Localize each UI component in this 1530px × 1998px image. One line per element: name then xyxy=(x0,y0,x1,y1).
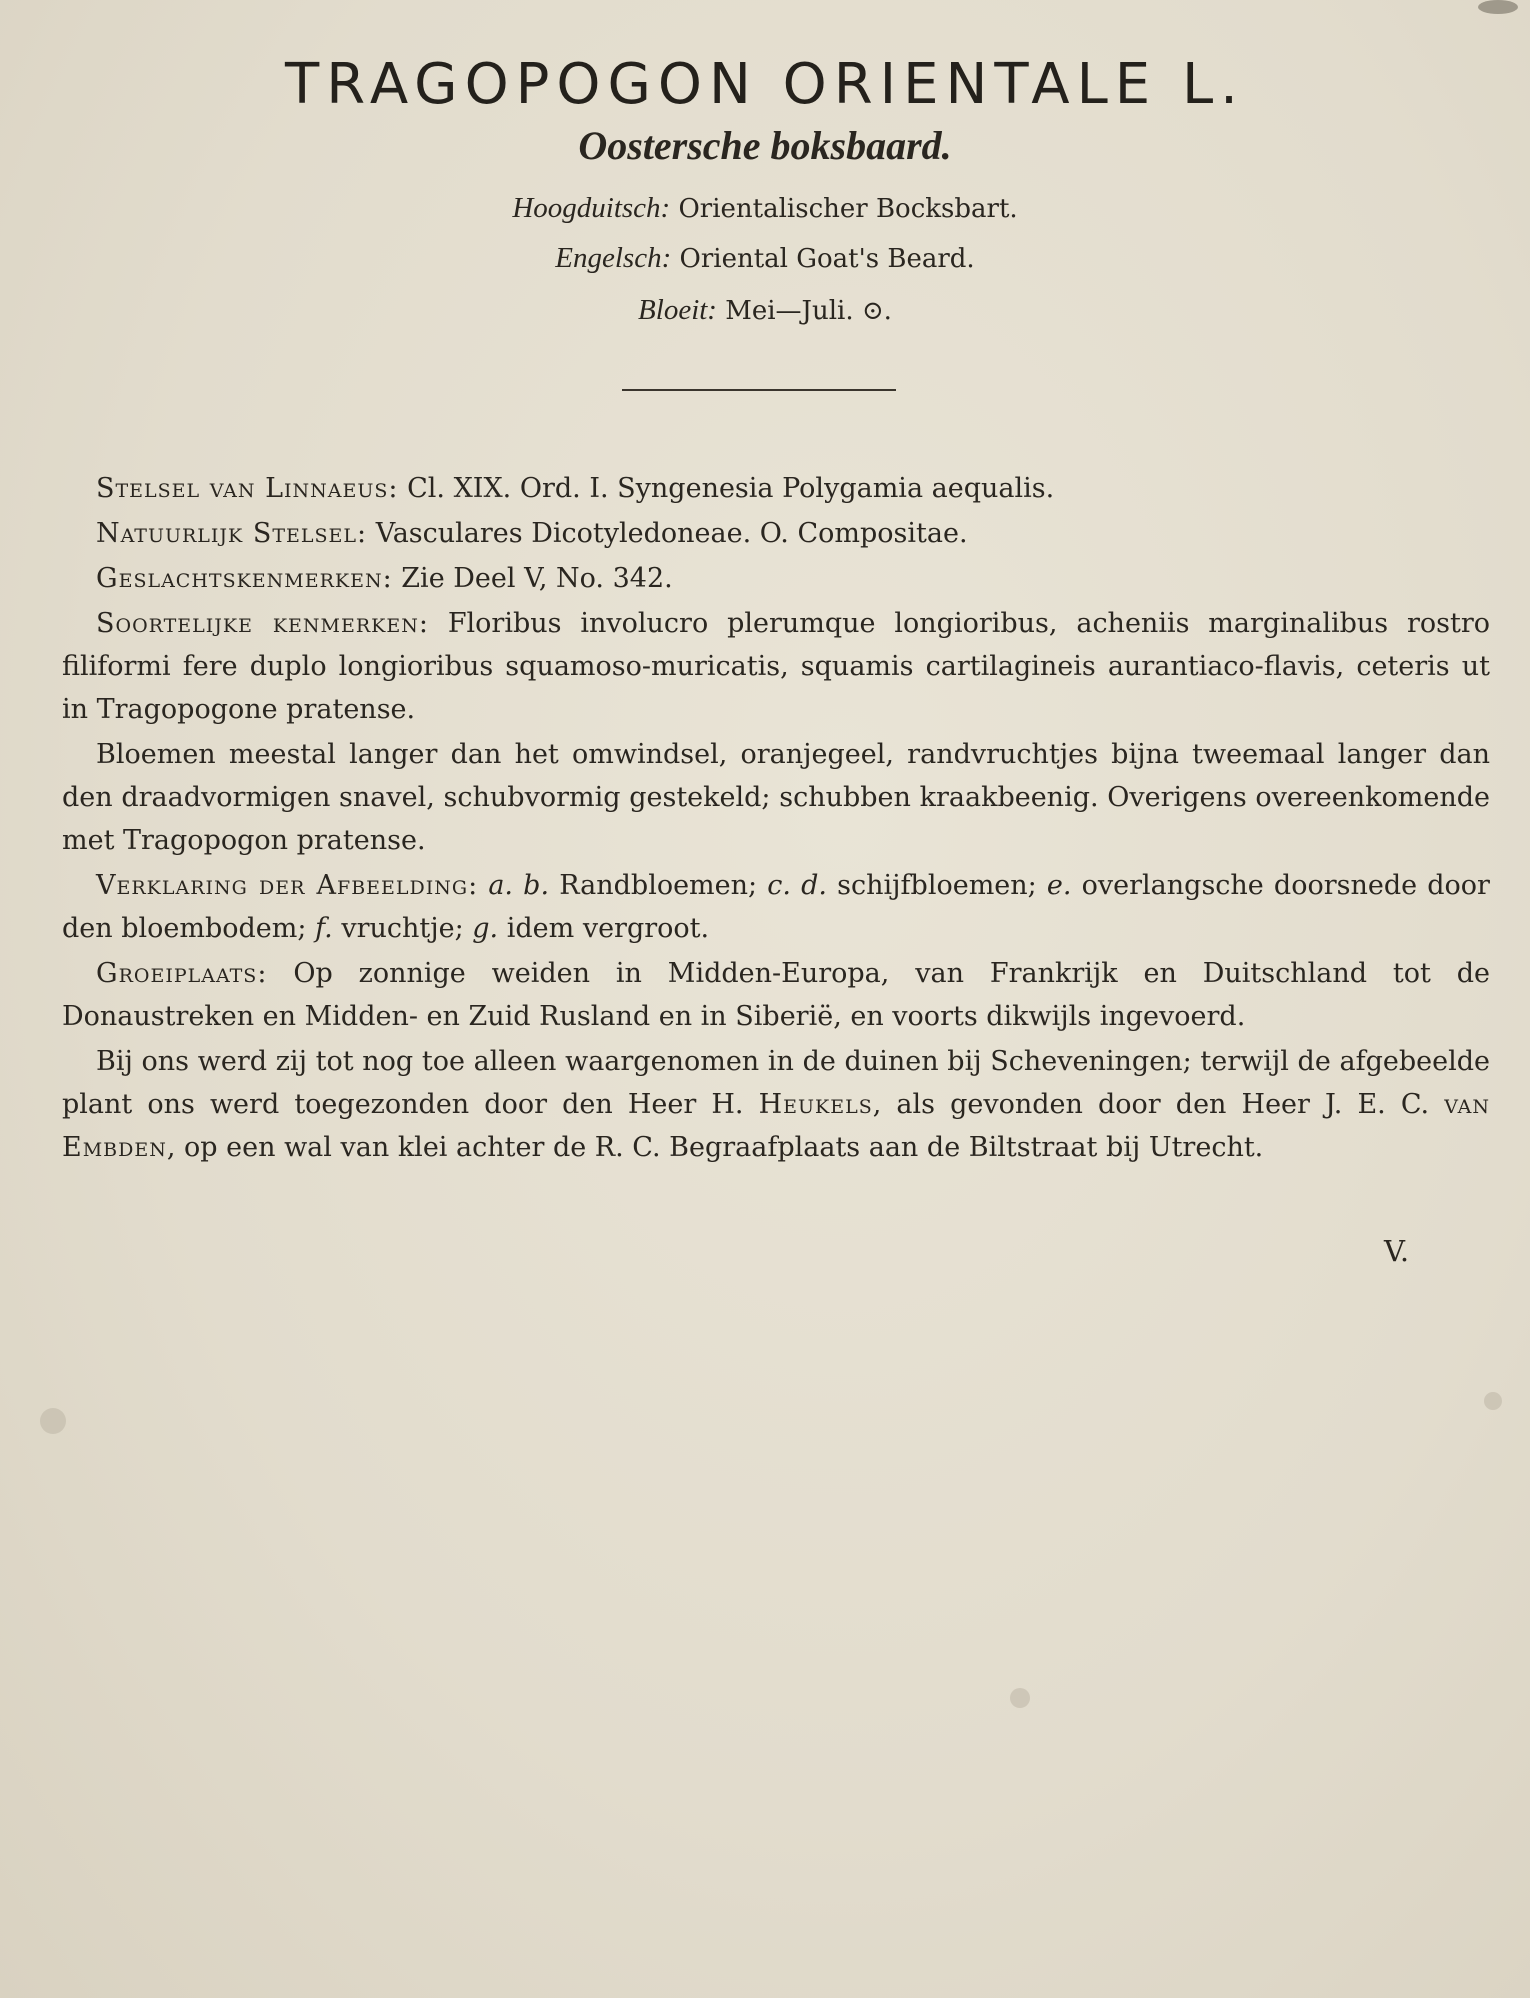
natural-system-paragraph xyxy=(62,512,1490,555)
habitat-text: Op zonnige weiden in Midden-Europa, van Frankrijk en Duitschland tot de Donaustreken en Midden- en Zuid Rusland en in Siberië, en voorts dikwijls ingevoerd. xyxy=(62,958,1490,1032)
linnaeus-paragraph xyxy=(62,467,1490,510)
corner-smudge xyxy=(1478,0,1518,14)
german-name-line xyxy=(0,192,1530,225)
local-text-1: Bij ons werd zij tot nog toe alleen waargenomen in de duinen bij Scheveningen; terwijl de afgebeelde plant ons werd toegezonden door den Heer H. xyxy=(62,1046,1490,1120)
fig-f-text: vruchtje; xyxy=(341,913,464,944)
dutch-name: Oostersche boksbaard. xyxy=(578,123,952,168)
genus-paragraph xyxy=(62,557,1490,600)
linnaeus-label: Stelsel van Linnaeus: xyxy=(96,473,399,504)
natural-text: Vasculares Dicotyledoneae. O. Compositae. xyxy=(375,518,968,549)
species-title: TRAGOPOGON ORIENTALE L. xyxy=(285,52,1245,117)
linnaeus-text: Cl. XIX. Ord. I. Syngenesia Polygamia aequalis. xyxy=(407,473,1055,504)
heukels-name: Heukels xyxy=(758,1089,873,1120)
description-paragraph: Bloemen meestal langer dan het omwindsel, oranjegeel, randvruchtjes bijna tweemaal langer dan den draadvormigen snavel, schubvormig gestekeld; schubben kraakbeenig. Overigens overeenkomende met Tragopogon pratense. xyxy=(62,739,1490,856)
local-text-3: , op een wal van klei achter de R. C. Begraafplaats aan de Biltstraat bij Utrecht. xyxy=(166,1132,1264,1163)
fig-cd-text: schijfbloemen; xyxy=(837,870,1037,901)
paper-spot xyxy=(1010,1688,1030,1708)
description-body xyxy=(62,467,1490,1171)
german-label: Hoogduitsch: xyxy=(512,192,671,224)
van-embden-name: van Embden xyxy=(62,1089,1490,1163)
species-text: Floribus involucro plerumque longioribus, acheniis marginalibus rostro filiformi fere duplo longioribus squamoso-muricatis, squamis cartilagineis aurantiaco-flavis, ceteris ut in Tragopogone pratense. xyxy=(62,608,1491,725)
english-value: Oriental Goat's Beard. xyxy=(679,244,975,274)
fig-cd: c. d. xyxy=(767,870,828,901)
figure-label: Verklaring der Afbeelding: xyxy=(96,870,479,901)
natural-label: Natuurlijk Stelsel: xyxy=(96,518,368,549)
figure-paragraph xyxy=(62,864,1490,950)
paper-spot xyxy=(40,1408,66,1434)
paper-spot xyxy=(1484,1392,1502,1410)
german-value: Orientalischer Bocksbart. xyxy=(678,194,1018,224)
habitat-label: Groeiplaats: xyxy=(96,958,268,989)
genus-text: Zie Deel V, No. 342. xyxy=(401,563,673,594)
local-text-2: , als gevonden door den Heer J. E. C. xyxy=(872,1089,1430,1120)
fig-f: f. xyxy=(315,913,333,944)
bloom-value: Mei—Juli. ⊙. xyxy=(725,296,892,326)
fig-g: g. xyxy=(472,913,499,944)
bloom-line xyxy=(0,294,1530,327)
habitat-paragraph xyxy=(62,952,1490,1038)
fig-g-text: idem vergroot. xyxy=(506,913,710,944)
local-paragraph xyxy=(62,1040,1490,1169)
fig-ab: a. b. xyxy=(488,870,550,901)
fig-ab-text: Randbloemen; xyxy=(559,870,758,901)
genus-label: Geslachtskenmerken: xyxy=(96,563,393,594)
fig-e-text: overlangsche doorsnede door den bloembodem; xyxy=(62,870,1490,944)
fig-e: e. xyxy=(1046,870,1072,901)
divider-rule xyxy=(622,389,896,391)
english-name-line xyxy=(0,242,1530,275)
english-label: Engelsch: xyxy=(555,242,672,274)
species-label: Soortelijke kenmerken: xyxy=(96,608,429,639)
bloom-label: Bloeit: xyxy=(638,294,717,326)
species-paragraph xyxy=(62,602,1490,731)
author-signature: V. xyxy=(1384,1234,1410,1268)
